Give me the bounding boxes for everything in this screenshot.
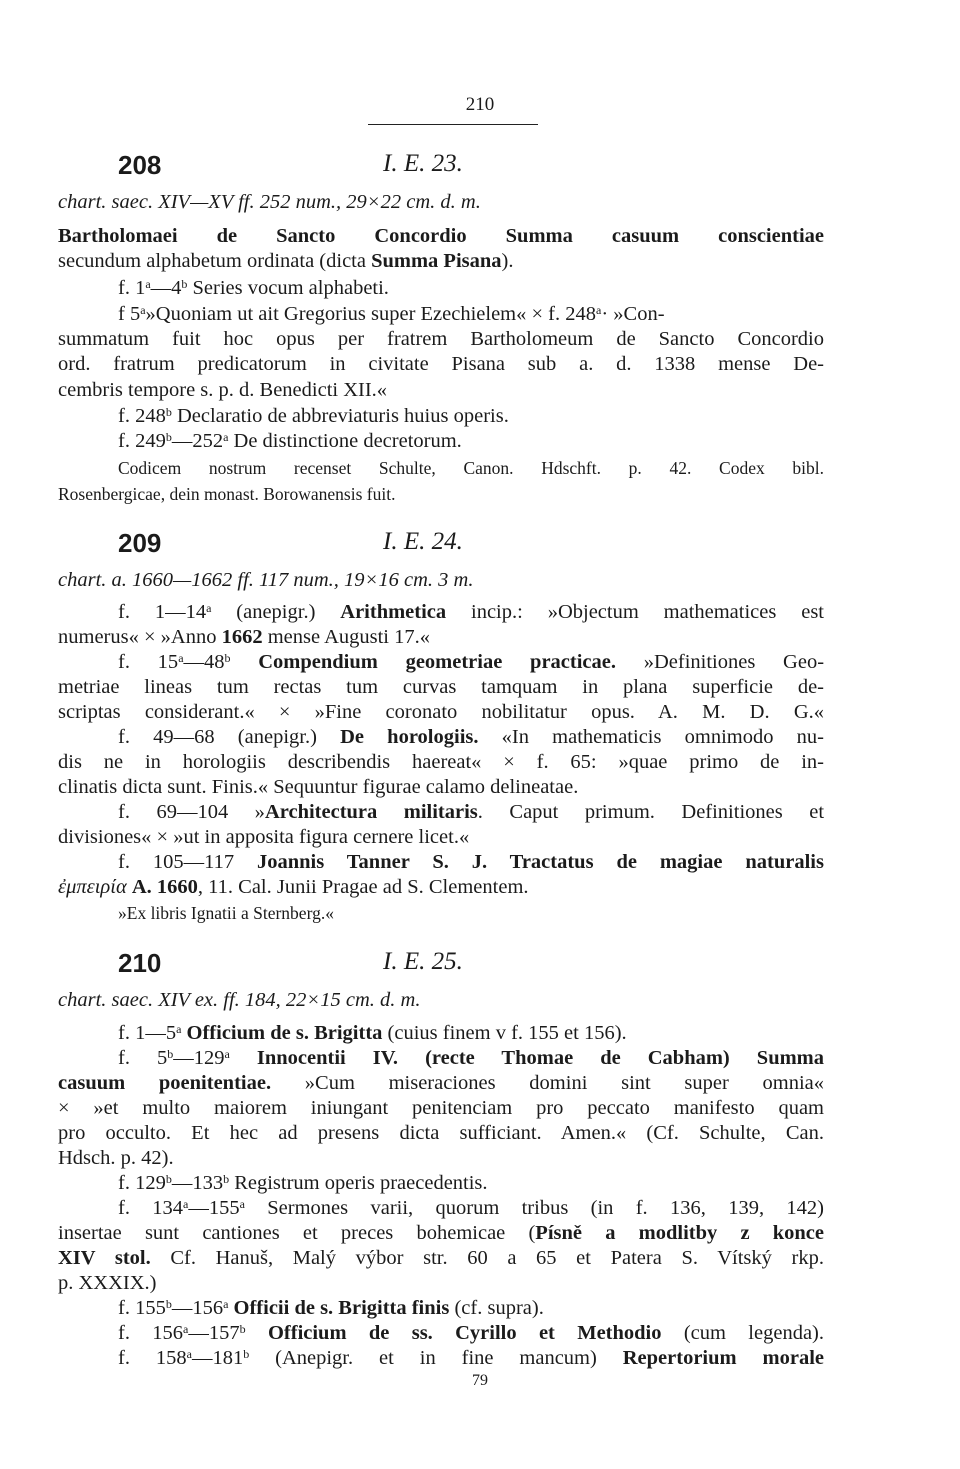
- entry-line: [118, 1296, 824, 1321]
- line-text: f. 15: [118, 651, 179, 673]
- line-text: . Caput primum. Definitiones et: [477, 801, 825, 823]
- bold-title-text: Písně a modlitby z konce: [535, 1222, 824, 1244]
- line-text: metriae lineas tum rectas tum curvas tamquam in plana superficie de-: [58, 676, 824, 698]
- line-text: De distinctione decretorum.: [228, 430, 462, 452]
- folio-superscript: a: [183, 1197, 189, 1211]
- entry-line: [118, 1021, 824, 1046]
- line-text: f. 105—117: [118, 851, 257, 873]
- line-text: (cuius finem v f. 155 et 156).: [382, 1022, 627, 1044]
- line-text: —4: [150, 277, 182, 299]
- entry-line: [118, 800, 824, 825]
- line-text: f. 49—68 (anepigr.): [118, 726, 341, 748]
- bold-title-text: Bartholomaei de Sancto Concordio Summa casuum conscientiae: [58, 225, 824, 247]
- entry-line: [58, 1071, 824, 1096]
- entry-shelfmark: I. E. 23.: [383, 150, 463, 177]
- line-text: f. 1—5: [118, 1022, 177, 1044]
- line-text: Codicem nostrum recenset Schulte, Canon. Hdschft. p. 42. Codex bibl.: [118, 458, 824, 478]
- entry-line: [58, 1221, 824, 1246]
- entry-line: [58, 825, 824, 850]
- folio-superscript: a: [206, 601, 212, 615]
- line-text: secundum alphabetum ordinata (dicta: [58, 250, 372, 272]
- entry-line: [118, 1321, 824, 1346]
- entry-line: [118, 456, 824, 481]
- entry-number: 210: [118, 948, 162, 978]
- line-text: mense Augusti 17.«: [262, 626, 431, 648]
- line-text: Rosenbergicae, dein monast. Borowanensis fuit.: [58, 484, 396, 504]
- line-text: f. 1—14: [118, 601, 207, 623]
- folio-superscript: b: [167, 1047, 174, 1061]
- folio-superscript: b: [165, 405, 172, 419]
- bold-title-text: Officium de ss. Cyrillo et Methodio: [267, 1322, 662, 1344]
- folio-superscript: a: [178, 651, 184, 665]
- line-text: f. 129: [118, 1172, 166, 1194]
- entry-line: [118, 600, 824, 625]
- line-text: »Quoniam ut ait Gregorius super Ezechielem« × f. 248: [145, 303, 597, 325]
- line-text: p. XXXIX.): [58, 1272, 157, 1294]
- line-text: f. 5: [118, 1047, 168, 1069]
- line-text: numerus« × »Anno: [58, 626, 222, 648]
- entry-line: [58, 249, 824, 274]
- line-text: ).: [501, 250, 514, 272]
- line-text: (Anepigr. et in fine mancum): [249, 1347, 623, 1369]
- bold-title-text: Arithmetica: [340, 601, 447, 623]
- line-text: pro occulto. Et hec ad presens dicta sufficiant. Amen.« (Cf. Schulte, Can.: [58, 1122, 824, 1144]
- folio-superscript: b: [223, 1172, 230, 1186]
- entry-line: [118, 650, 824, 675]
- entry-line: [58, 750, 824, 775]
- bold-title-text: Compendium geometriae practicae.: [258, 651, 616, 673]
- line-text: Hdsch. p. 42).: [58, 1147, 174, 1169]
- entry-line: [118, 404, 824, 429]
- entry-line: [58, 352, 824, 377]
- folio-superscript: b: [181, 277, 188, 291]
- line-text: , 11. Cal. Junii Pragae ad S. Clementem.: [197, 876, 529, 898]
- folio-superscript: a: [183, 1322, 189, 1336]
- line-text: f. 158: [118, 1347, 187, 1369]
- bold-title-text: casuum poenitentiae.: [58, 1072, 272, 1094]
- folio-superscript: a: [239, 1197, 245, 1211]
- line-text: —129: [173, 1047, 225, 1069]
- entry-number: 209: [118, 528, 162, 558]
- folio-superscript: b: [239, 1322, 246, 1336]
- folio-superscript: b: [243, 1347, 250, 1361]
- entry-line: [58, 1121, 824, 1146]
- bold-title-text: Officium de s. Brigitta: [186, 1022, 383, 1044]
- entry-number: 208: [118, 150, 162, 180]
- entry-line: [58, 224, 824, 249]
- bold-title-text: Officii de s. Brigitta finis: [233, 1297, 450, 1319]
- line-text: —252: [171, 430, 224, 452]
- entry-line: [58, 378, 824, 403]
- bold-title-text: De horologiis.: [340, 726, 479, 748]
- line-text: f. 249: [118, 430, 166, 452]
- bold-title-text: Innocentii IV. (recte Thomae de Cabham) Summa: [256, 1047, 825, 1069]
- line-text: f. 1: [118, 277, 146, 299]
- folio-superscript: b: [165, 430, 172, 444]
- entry-line: [118, 1196, 824, 1221]
- line-text: Series vocum alphabeti.: [187, 277, 389, 299]
- entry-line: [118, 850, 824, 875]
- entry-line: [118, 725, 824, 750]
- entry-line: [58, 875, 824, 900]
- line-text: insertae sunt cantiones et preces bohemicae (: [58, 1222, 536, 1244]
- entry-line: [118, 901, 824, 926]
- entry-shelfmark: I. E. 24.: [383, 528, 463, 555]
- line-text: · »Con-: [601, 303, 665, 325]
- line-text: summatum fuit hoc opus per fratrem Bartholomeum de Sancto Concordio: [58, 328, 824, 350]
- entry-line: [118, 276, 824, 301]
- folio-superscript: a: [140, 303, 146, 317]
- line-text: chart. saec. XIV—XV ff. 252 num., 29×22 cm. d. m.: [58, 191, 481, 213]
- line-text: dis ne in horologiis describendis haereat« × f. 65: »quae primo de in-: [58, 751, 824, 773]
- line-text: clinatis dicta sunt. Finis.« Sequuntur figurae calamo delineatae.: [58, 776, 579, 798]
- entry-shelfmark: I. E. 25.: [383, 948, 463, 975]
- entry-line: [58, 625, 824, 650]
- line-text: [231, 651, 259, 673]
- line-text: »Ex libris Ignatii a Sternberg.«: [118, 903, 334, 923]
- bold-title-text: XIV stol.: [58, 1247, 151, 1269]
- entry-line: [118, 429, 824, 454]
- folio-superscript: a: [596, 303, 602, 317]
- line-text: —181: [191, 1347, 244, 1369]
- bold-title-text: Summa Pisana: [371, 250, 502, 272]
- line-text: f. 134: [118, 1197, 184, 1219]
- entry-line: [58, 1096, 824, 1121]
- line-text: f. 155: [118, 1297, 166, 1319]
- line-text: —156: [171, 1297, 224, 1319]
- line-text: cembris tempore s. p. d. Benedicti XII.«: [58, 379, 388, 401]
- line-text: (anepigr.): [211, 601, 341, 623]
- folio-superscript: b: [224, 651, 231, 665]
- folio-superscript: a: [224, 1047, 230, 1061]
- folio-superscript: a: [223, 430, 229, 444]
- line-text: —133: [171, 1172, 224, 1194]
- line-text: —155: [188, 1197, 240, 1219]
- entry-line: [118, 1171, 824, 1196]
- page-number: 210: [465, 94, 495, 115]
- bold-title-text: Joannis Tanner S. J. Tractatus de magiae naturalis: [257, 851, 824, 873]
- line-text: chart. saec. XIV ex. ff. 184, 22×15 cm. d. m.: [58, 989, 421, 1011]
- line-text: divisiones« × »ut in apposita figura cernere licet.«: [58, 826, 470, 848]
- header-rule: [368, 124, 538, 125]
- line-text: × »et multo maiorem iniungant penitenciam pro peccato manifesto quam: [58, 1097, 824, 1119]
- line-text: [246, 1322, 268, 1344]
- entry-line: [118, 1046, 824, 1071]
- line-text: Sermones varii, quorum tribus (in f. 136, 139, 142): [244, 1197, 825, 1219]
- bold-title-text: Repertorium morale: [622, 1347, 824, 1369]
- footer-page-number: 79: [472, 1372, 488, 1389]
- entry-line: [58, 1146, 824, 1171]
- line-text: chart. a. 1660—1662 ff. 117 num., 19×16 cm. 3 m.: [58, 569, 474, 591]
- bold-title-text: Architectura militaris: [264, 801, 478, 823]
- line-text: ἐμπειρία: [58, 876, 127, 898]
- folio-superscript: b: [165, 1172, 172, 1186]
- line-text: Cf. Hanuš, Malý výbor str. 60 a 65 et Patera S. Vítský rkp.: [150, 1247, 824, 1269]
- folio-superscript: a: [145, 277, 151, 291]
- entry-line: [58, 1271, 824, 1296]
- line-text: »Cum miseraciones domini sint super omnia«: [271, 1072, 825, 1094]
- entry-line: [58, 482, 824, 507]
- line-text: Registrum operis praecedentis.: [229, 1172, 488, 1194]
- folio-superscript: a: [176, 1022, 182, 1036]
- entry-line: [118, 1346, 824, 1371]
- line-text: (cum legenda).: [661, 1322, 824, 1344]
- folio-superscript: b: [165, 1297, 172, 1311]
- line-text: (cf. supra).: [449, 1297, 544, 1319]
- bold-title-text: 1662: [221, 626, 263, 648]
- entry-line: [58, 327, 824, 352]
- line-text: scriptas considerant.« × »Fine coronato nobilitatur opus. A. M. D. G.«: [58, 701, 824, 723]
- line-text: f. 69—104 »: [118, 801, 265, 823]
- entry-line: [58, 675, 824, 700]
- line-text: [230, 1047, 257, 1069]
- entry-line: [58, 775, 824, 800]
- line-text: «In mathematicis omnimodo nu-: [478, 726, 824, 748]
- line-text: f. 156: [118, 1322, 184, 1344]
- bold-title-text: A. 1660: [131, 876, 198, 898]
- entry-line: [58, 988, 824, 1013]
- line-text: f. 248: [118, 405, 166, 427]
- line-text: »Definitiones Geo-: [616, 651, 825, 673]
- entry-line: [118, 302, 824, 327]
- line-text: —48: [183, 651, 225, 673]
- line-text: Declaratio de abbreviaturis huius operis.: [171, 405, 509, 427]
- entry-line: [58, 700, 824, 725]
- entry-line: [58, 190, 824, 215]
- entry-line: [58, 1246, 824, 1271]
- line-text: —157: [188, 1322, 240, 1344]
- line-text: f 5: [118, 303, 141, 325]
- entry-line: [58, 568, 824, 593]
- line-text: incip.: »Objectum mathematices est: [446, 601, 824, 623]
- folio-superscript: a: [186, 1347, 192, 1361]
- folio-superscript: a: [223, 1297, 229, 1311]
- line-text: ord. fratrum predicatorum in civitate Pisana sub a. d. 1338 mense De-: [58, 353, 824, 375]
